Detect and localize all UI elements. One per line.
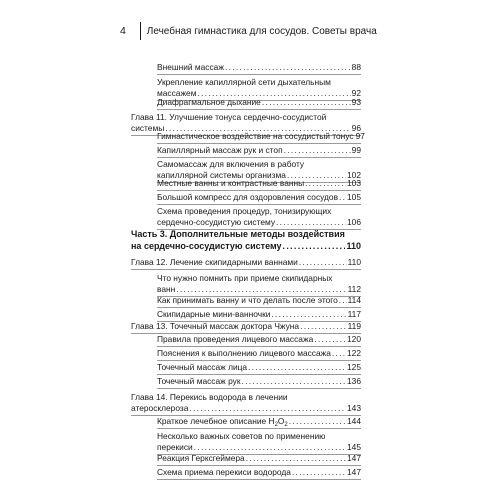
toc-page-number: 117 [347, 309, 361, 319]
toc-section[interactable] [157, 362, 361, 373]
toc-page-number: 112 [347, 283, 361, 294]
toc-page-number: 125 [347, 362, 361, 372]
toc-page-number: 114 [347, 295, 361, 305]
toc-entry-title: перекиси [157, 441, 193, 452]
toc-entry-title: Реакция Герксгеймера [157, 453, 245, 463]
toc-part[interactable] [131, 228, 361, 252]
leader-dots [262, 97, 351, 108]
leader-dots [305, 178, 346, 189]
toc-section[interactable] [157, 309, 361, 320]
toc-entry-title-line: Укрепление капиллярной сети дыхательным [157, 77, 331, 87]
toc-page-number: 145 [347, 441, 361, 452]
toc-entry-title-line: Схема проведения процедур, тонизирующих [157, 206, 332, 216]
toc-entry-title: Глава 12. Лечение скипидарными ваннами [131, 257, 298, 267]
entry-separator [157, 479, 361, 480]
toc-entry-title: Точечный массаж рук [157, 376, 241, 386]
toc-entry-title-line: Часть 3. Дополнительные методы воздействия [131, 229, 345, 239]
entry-separator [131, 415, 361, 416]
toc-entry-title: сердечно-сосудистую систему [157, 216, 276, 227]
formula-part: O [277, 416, 285, 426]
toc-entry-title: Гимнастическое воздействие на сосудистый тонус [157, 131, 354, 141]
toc-entry-title: Как принимать ванну и что делать после этого [157, 295, 338, 305]
entry-separator [131, 269, 361, 270]
toc-section[interactable] [157, 77, 361, 98]
toc-page-number: 88 [351, 62, 361, 72]
toc-entry-title: Местные ванны и контрастные ванны [157, 178, 305, 188]
leader-dots [289, 416, 346, 427]
toc-section[interactable] [157, 431, 361, 452]
toc-page-number: 99 [351, 145, 361, 155]
toc-entry-title: Большой компресс для оздоровления сосудов [157, 192, 339, 202]
leader-dots [248, 362, 346, 373]
entry-separator [157, 204, 361, 205]
formula-part: Краткое лечебное описание H [157, 416, 275, 426]
toc-page-number: 143 [347, 402, 361, 413]
toc-page-number: 120 [347, 334, 361, 344]
leader-dots [194, 442, 346, 453]
leader-dots [284, 145, 351, 156]
toc-entry-title: Скипидарные мини-ванночки [157, 309, 271, 319]
toc-section[interactable] [157, 334, 361, 345]
toc-entry-title-line: Несколько важных советов по применению [157, 431, 326, 441]
toc-entry-title: Глава 13. Точечный массаж доктора Чжуна [131, 321, 300, 331]
leader-dots [283, 240, 346, 252]
toc-page-number: 102 [347, 169, 361, 180]
leader-dots [339, 295, 347, 306]
toc-entry-title: системы [131, 122, 165, 133]
entry-separator [157, 190, 361, 191]
toc-chapter[interactable] [131, 321, 361, 332]
leader-dots [314, 334, 346, 345]
toc-entry-title: Точечный массаж лица [157, 362, 248, 372]
toc-page-number: 147 [347, 453, 361, 463]
toc-chapter[interactable] [131, 257, 361, 268]
leader-dots [241, 376, 346, 387]
toc-page-number: 110 [347, 257, 361, 267]
toc-entry-title-line: Что нужно помнить при приеме скипидарных [157, 273, 333, 283]
toc-entry-title: Правила проведения лицевого массажа [157, 334, 314, 344]
toc-entry-title [157, 416, 288, 429]
entry-separator [157, 465, 361, 466]
toc-page-number: 93 [351, 97, 361, 107]
entry-separator [157, 109, 361, 110]
leader-dots [176, 284, 346, 295]
toc-entry-title: Диафрагмальное дыхание [157, 97, 261, 107]
leader-dots [271, 309, 346, 320]
toc-entry-title-line: Самомассаж для включения в работу [157, 159, 305, 169]
leader-dots [225, 62, 351, 73]
leader-dots [276, 217, 346, 228]
toc-page-number: 96 [351, 122, 361, 133]
toc-entry-title: Капиллярный массаж рук и стоп [157, 145, 283, 155]
toc-chapter[interactable] [131, 392, 361, 413]
leader-dots [246, 453, 346, 464]
toc-page-number: 136 [347, 376, 361, 386]
leader-dots [300, 321, 347, 332]
entry-separator [157, 74, 361, 75]
page-number: 4 [120, 25, 126, 37]
toc-page-number: 92 [351, 87, 361, 98]
entry-separator [157, 374, 361, 375]
toc-page-number: 147 [347, 467, 361, 477]
toc-section[interactable] [157, 416, 361, 429]
toc-page-number: 103 [347, 178, 361, 188]
toc-section[interactable] [157, 453, 361, 464]
toc-entry-title: массажем [157, 87, 197, 98]
toc-section[interactable] [157, 178, 361, 189]
toc-page-number: 119 [347, 321, 361, 331]
entry-separator [157, 143, 361, 144]
toc-section[interactable] [157, 273, 361, 294]
toc-entry-title-line: Глава 14. Перекись водорода в лечении [131, 392, 288, 402]
toc-entry-title: на сердечно-сосудистую систему [131, 241, 282, 251]
entry-separator [157, 157, 361, 158]
toc-section[interactable] [157, 192, 361, 203]
toc-page-number: 105 [347, 192, 361, 202]
toc-section[interactable] [157, 159, 361, 180]
leader-dots [189, 403, 346, 414]
toc-entry-title: Пояснения к выполнению лицевого массажа [157, 348, 331, 358]
toc-section[interactable] [157, 97, 361, 108]
toc-section[interactable] [157, 62, 361, 73]
toc-page-number: 97 [355, 131, 365, 141]
subscript: 2 [284, 422, 288, 428]
toc-section[interactable] [157, 467, 361, 478]
running-title: Лечебная гимнастика для сосудов. Советы врача [146, 25, 377, 37]
toc-entry-title: атеросклероза [131, 402, 189, 413]
entry-separator [157, 360, 361, 361]
leader-dots [292, 467, 346, 478]
toc-page-number: 110 [346, 241, 361, 251]
entry-separator [157, 346, 361, 347]
subscript: 2 [274, 422, 278, 428]
toc-entry-title: ванн [157, 283, 176, 294]
toc-section[interactable] [157, 376, 361, 387]
leader-dots [339, 192, 346, 203]
toc-section[interactable] [157, 348, 361, 359]
toc-entry-title-line: Глава 11. Улучшение тонуса сердечно-сосудистой [131, 112, 327, 122]
toc-page-number: 122 [347, 348, 361, 358]
toc-section[interactable] [157, 295, 361, 306]
toc-entry-title: Схема приема перекиси водорода [157, 467, 291, 477]
toc-page-number: 144 [347, 416, 361, 426]
toc-entry-title: Внешний массаж [157, 62, 224, 72]
toc-section[interactable] [157, 206, 361, 227]
leader-dots [299, 257, 347, 268]
toc-section[interactable] [157, 131, 365, 142]
toc-page-number: 106 [347, 216, 361, 227]
toc-chapter[interactable] [131, 112, 361, 133]
entry-separator [157, 388, 361, 389]
entry-separator [157, 428, 361, 429]
toc-entry-title: капиллярной системы организма [157, 169, 286, 180]
toc-section[interactable] [157, 145, 361, 156]
leader-dots [332, 348, 346, 359]
entry-separator [157, 307, 361, 308]
